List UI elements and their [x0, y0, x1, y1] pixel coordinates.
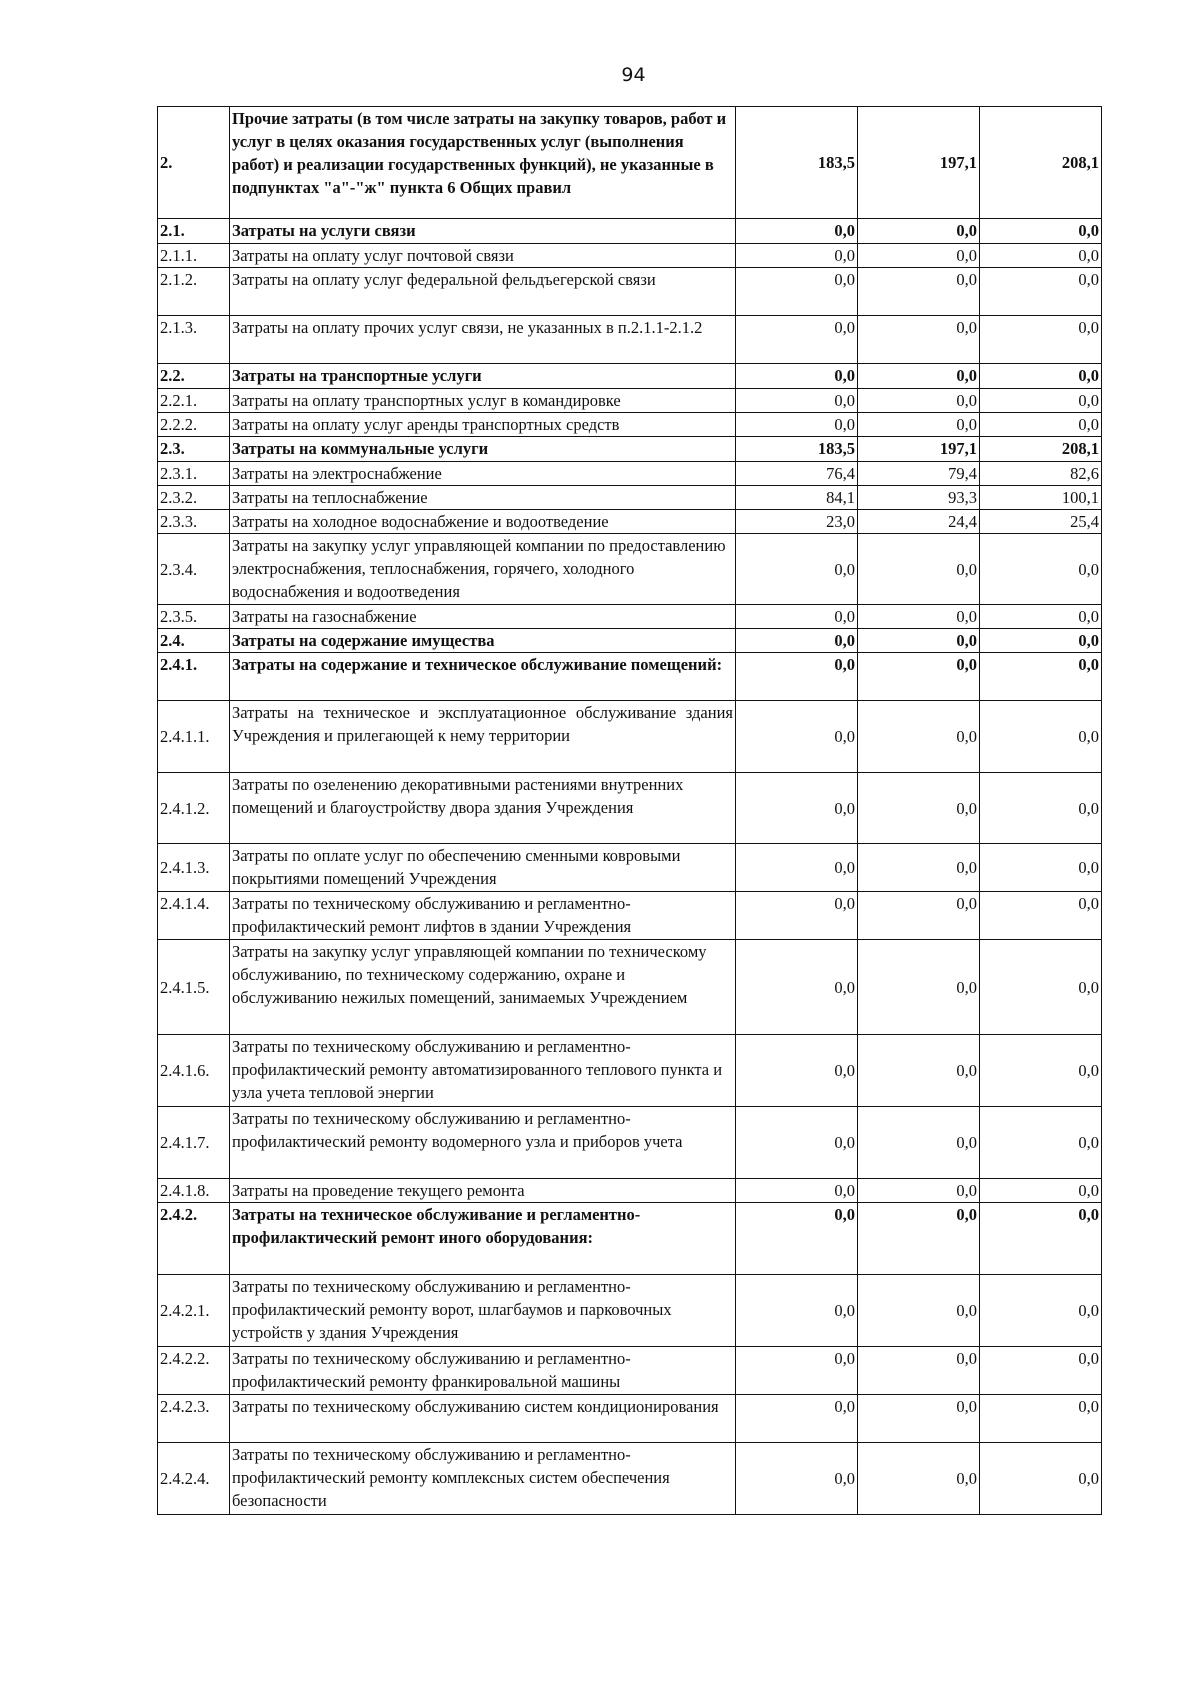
row-value-1: 23,0: [736, 510, 858, 534]
row-code: 2.4.2.3.: [158, 1395, 230, 1443]
row-value-3: 0,0: [980, 413, 1102, 437]
table-row: [158, 1443, 1102, 1515]
row-value-1: 0,0: [736, 892, 858, 940]
row-value-3: 0,0: [980, 653, 1102, 701]
row-value-2: 0,0: [858, 892, 980, 940]
row-value-3: 0,0: [980, 1443, 1102, 1515]
row-value-2: 0,0: [858, 534, 980, 605]
row-value-1: 76,4: [736, 462, 858, 486]
row-value-1: 0,0: [736, 629, 858, 653]
table-row: [158, 268, 1102, 316]
table-row: [158, 1395, 1102, 1443]
row-value-1: 0,0: [736, 534, 858, 605]
table-row: [158, 486, 1102, 510]
row-value-3: 0,0: [980, 364, 1102, 389]
row-code: 2.4.2.4.: [158, 1443, 230, 1515]
row-value-2: 0,0: [858, 1203, 980, 1275]
row-value-1: 84,1: [736, 486, 858, 510]
row-name: Затраты по техническому обслуживанию и регламентно-профилактический ремонту водомерного узла и приборов учета: [230, 1107, 736, 1179]
row-value-2: 0,0: [858, 219, 980, 244]
table-row: [158, 653, 1102, 701]
table-row: [158, 510, 1102, 534]
row-name: Затраты на оплату услуг аренды транспортных средств: [230, 413, 736, 437]
row-value-2: 0,0: [858, 605, 980, 629]
row-value-3: 0,0: [980, 268, 1102, 316]
row-name: Затраты на содержание имущества: [230, 629, 736, 653]
row-name: Затраты по техническому обслуживанию и регламентно-профилактический ремонт лифтов в здании Учреждения: [230, 892, 736, 940]
row-name: Затраты на теплоснабжение: [230, 486, 736, 510]
row-code: 2.2.1.: [158, 389, 230, 413]
row-value-1: 0,0: [736, 316, 858, 364]
table-row: [158, 605, 1102, 629]
row-value-3: 0,0: [980, 629, 1102, 653]
row-name: Затраты на закупку услуг управляющей компании по техническому обслуживанию, по техническому содержанию, охране и обслуживанию нежилых помещений, занимаемых Учреждением: [230, 940, 736, 1035]
row-value-2: 0,0: [858, 1443, 980, 1515]
row-value-2: 0,0: [858, 940, 980, 1035]
row-value-3: 0,0: [980, 1203, 1102, 1275]
row-value-1: 183,5: [736, 107, 858, 219]
table-row: [158, 413, 1102, 437]
row-value-3: 0,0: [980, 844, 1102, 892]
table-row: [158, 107, 1102, 219]
row-value-3: 82,6: [980, 462, 1102, 486]
row-name: Затраты по оплате услуг по обеспечению сменными ковровыми покрытиями помещений Учреждения: [230, 844, 736, 892]
row-code: 2.4.1.5.: [158, 940, 230, 1035]
row-name: Затраты на холодное водоснабжение и водоотведение: [230, 510, 736, 534]
row-code: 2.4.1.3.: [158, 844, 230, 892]
row-name: Затраты на техническое и эксплуатационное обслуживание здания Учреждения и прилегающей к нему территории: [230, 701, 736, 773]
row-code: 2.4.: [158, 629, 230, 653]
row-value-2: 0,0: [858, 1275, 980, 1347]
table-row: [158, 389, 1102, 413]
row-code: 2.2.: [158, 364, 230, 389]
row-value-3: 0,0: [980, 892, 1102, 940]
row-code: 2.3.: [158, 437, 230, 462]
table-row: [158, 462, 1102, 486]
row-value-1: 0,0: [736, 413, 858, 437]
row-value-1: 0,0: [736, 940, 858, 1035]
row-value-2: 197,1: [858, 437, 980, 462]
row-code: 2.2.2.: [158, 413, 230, 437]
row-value-1: 0,0: [736, 389, 858, 413]
row-value-2: 0,0: [858, 1107, 980, 1179]
row-value-1: 0,0: [736, 1395, 858, 1443]
row-value-1: 0,0: [736, 1179, 858, 1203]
row-value-2: 24,4: [858, 510, 980, 534]
table-row: [158, 1107, 1102, 1179]
row-value-2: 0,0: [858, 389, 980, 413]
row-value-1: 0,0: [736, 1203, 858, 1275]
row-value-1: 0,0: [736, 364, 858, 389]
page-number: 94: [621, 64, 646, 86]
row-code: 2.3.2.: [158, 486, 230, 510]
table-row: [158, 892, 1102, 940]
table-row: [158, 1347, 1102, 1395]
row-value-3: 0,0: [980, 605, 1102, 629]
row-name: Затраты на оплату услуг почтовой связи: [230, 244, 736, 268]
row-value-2: 0,0: [858, 653, 980, 701]
row-value-1: 0,0: [736, 1107, 858, 1179]
row-value-3: 0,0: [980, 1275, 1102, 1347]
row-code: 2.3.1.: [158, 462, 230, 486]
row-code: 2.1.3.: [158, 316, 230, 364]
row-value-1: 0,0: [736, 244, 858, 268]
row-name: Затраты на коммунальные услуги: [230, 437, 736, 462]
row-value-3: 0,0: [980, 773, 1102, 844]
row-value-3: 0,0: [980, 1347, 1102, 1395]
table-row: [158, 1179, 1102, 1203]
row-name: Затраты по техническому обслуживанию и регламентно-профилактический ремонту комплексных систем обеспечения безопасности: [230, 1443, 736, 1515]
table-row: [158, 1203, 1102, 1275]
row-name: Затраты по техническому обслуживанию и регламентно-профилактический ремонту автоматизированного теплового пункта и узла учета тепловой энергии: [230, 1035, 736, 1107]
row-value-3: 0,0: [980, 316, 1102, 364]
row-code: 2.3.5.: [158, 605, 230, 629]
row-value-1: 0,0: [736, 1275, 858, 1347]
row-code: 2.1.: [158, 219, 230, 244]
row-value-1: 0,0: [736, 1035, 858, 1107]
table-row: [158, 316, 1102, 364]
table-row: [158, 629, 1102, 653]
cost-table: [157, 106, 1102, 1515]
row-name: Затраты по техническому обслуживанию систем кондиционирования: [230, 1395, 736, 1443]
row-value-3: 100,1: [980, 486, 1102, 510]
row-code: 2.4.2.2.: [158, 1347, 230, 1395]
row-name: Затраты по озеленению декоративными растениями внутренних помещений и благоустройству двора здания Учреждения: [230, 773, 736, 844]
row-value-1: 183,5: [736, 437, 858, 462]
row-name: Затраты на закупку услуг управляющей компании по предоставлению электроснабжения, теплоснабжения, горячего, холодного водоснабжения и водоотведения: [230, 534, 736, 605]
row-value-3: 0,0: [980, 1179, 1102, 1203]
row-value-1: 0,0: [736, 219, 858, 244]
row-value-3: 0,0: [980, 1107, 1102, 1179]
table-row: [158, 844, 1102, 892]
row-value-1: 0,0: [736, 1443, 858, 1515]
row-name: Затраты на содержание и техническое обслуживание помещений:: [230, 653, 736, 701]
row-name: Затраты на проведение текущего ремонта: [230, 1179, 736, 1203]
table-row: [158, 940, 1102, 1035]
row-name: Затраты по техническому обслуживанию и регламентно-профилактический ремонту ворот, шлагбаумов и парковочных устройств у здания Учреждения: [230, 1275, 736, 1347]
row-value-1: 0,0: [736, 268, 858, 316]
row-name: Затраты на электроснабжение: [230, 462, 736, 486]
row-code: 2.4.1.1.: [158, 701, 230, 773]
row-value-1: 0,0: [736, 844, 858, 892]
row-value-2: 0,0: [858, 1035, 980, 1107]
row-value-3: 0,0: [980, 701, 1102, 773]
table-row: [158, 773, 1102, 844]
table-row: [158, 1275, 1102, 1347]
row-code: 2.4.1.: [158, 653, 230, 701]
row-value-2: 197,1: [858, 107, 980, 219]
row-value-3: 25,4: [980, 510, 1102, 534]
row-name: Затраты на газоснабжение: [230, 605, 736, 629]
row-value-3: 0,0: [980, 244, 1102, 268]
row-code: 2.4.1.4.: [158, 892, 230, 940]
row-code: 2.1.1.: [158, 244, 230, 268]
row-code: 2.4.2.: [158, 1203, 230, 1275]
row-name: Затраты на услуги связи: [230, 219, 736, 244]
table-row: [158, 364, 1102, 389]
row-value-2: 79,4: [858, 462, 980, 486]
row-value-2: 0,0: [858, 316, 980, 364]
table-row: [158, 1035, 1102, 1107]
row-code: 2.4.1.7.: [158, 1107, 230, 1179]
row-value-1: 0,0: [736, 1347, 858, 1395]
row-value-3: 0,0: [980, 534, 1102, 605]
row-name: Затраты на транспортные услуги: [230, 364, 736, 389]
row-value-2: 0,0: [858, 413, 980, 437]
row-code: 2.1.2.: [158, 268, 230, 316]
row-value-2: 0,0: [858, 701, 980, 773]
row-name: Затраты по техническому обслуживанию и регламентно-профилактический ремонту франкировальной машины: [230, 1347, 736, 1395]
row-code: 2.4.1.2.: [158, 773, 230, 844]
row-value-3: 0,0: [980, 389, 1102, 413]
row-code: 2.4.1.6.: [158, 1035, 230, 1107]
row-value-1: 0,0: [736, 653, 858, 701]
table-row: [158, 437, 1102, 462]
table-row: [158, 534, 1102, 605]
row-value-1: 0,0: [736, 605, 858, 629]
row-value-2: 0,0: [858, 1179, 980, 1203]
row-value-3: 0,0: [980, 1395, 1102, 1443]
row-value-2: 93,3: [858, 486, 980, 510]
row-value-1: 0,0: [736, 773, 858, 844]
row-value-3: 208,1: [980, 107, 1102, 219]
table-row: [158, 244, 1102, 268]
row-value-2: 0,0: [858, 244, 980, 268]
row-name: Затраты на оплату услуг федеральной фельдъегерской связи: [230, 268, 736, 316]
row-value-2: 0,0: [858, 1395, 980, 1443]
row-code: 2.4.1.8.: [158, 1179, 230, 1203]
row-code: 2.4.2.1.: [158, 1275, 230, 1347]
row-value-1: 0,0: [736, 701, 858, 773]
row-name: Затраты на оплату прочих услуг связи, не указанных в п.2.1.1-2.1.2: [230, 316, 736, 364]
row-value-2: 0,0: [858, 844, 980, 892]
row-name: Затраты на техническое обслуживание и регламентно-профилактический ремонт иного оборудования:: [230, 1203, 736, 1275]
row-name: Затраты на оплату транспортных услуг в командировке: [230, 389, 736, 413]
row-code: 2.3.4.: [158, 534, 230, 605]
row-value-3: 0,0: [980, 1035, 1102, 1107]
row-name: Прочие затраты (в том числе затраты на закупку товаров, работ и услуг в целях оказания государственных услуг (выполнения работ) и реализации государственных функций), не указанные в подпунктах "а"-"ж" пункта 6 Общих правил: [230, 107, 736, 219]
row-value-2: 0,0: [858, 773, 980, 844]
table-row: [158, 701, 1102, 773]
table-row: [158, 219, 1102, 244]
row-value-3: 0,0: [980, 940, 1102, 1035]
row-value-3: 208,1: [980, 437, 1102, 462]
row-value-2: 0,0: [858, 268, 980, 316]
row-value-2: 0,0: [858, 364, 980, 389]
row-code: 2.3.3.: [158, 510, 230, 534]
row-value-3: 0,0: [980, 219, 1102, 244]
row-code: 2.: [158, 107, 230, 219]
row-value-2: 0,0: [858, 629, 980, 653]
row-value-2: 0,0: [858, 1347, 980, 1395]
